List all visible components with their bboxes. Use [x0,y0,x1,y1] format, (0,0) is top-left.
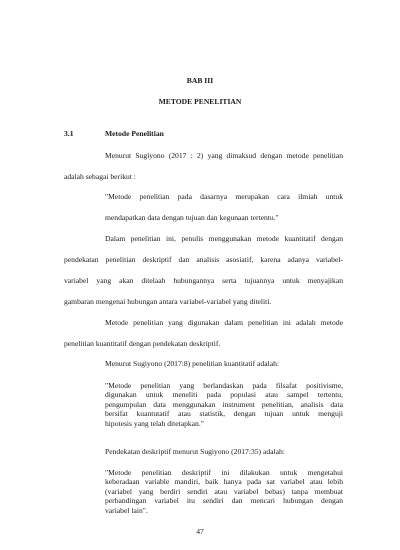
section-number: 3.1 [64,129,74,138]
paragraph-line: penelitian kuantitatif dengan pendekatan deskriptif. [64,339,221,348]
paragraph-line: Pendekatan deskriptif menurut Sugiyono (2017:35) adalah: [105,447,285,456]
quote-line: digunakan untuk meneliti pada populasi atau sampel tertentu, [105,390,343,400]
paragraph-line: Menurut Sugiyono (2017:8) penelitian kuantitatif adalah: [105,359,279,368]
paragraph-line: gambaran mengenai hubungan antara variabel-variabel yang diteliti. [64,297,272,306]
block-quote [105,381,343,428]
paragraph-line: Menurut Sugiyono (2017 : 2) yang dimaksud dengan metode penelitian [105,151,343,160]
quote-line: "Metode penelitian pada dasarnya merupakan cara ilmiah untuk [105,192,343,201]
paragraph-line: adalah sebagai berikut : [64,172,136,181]
paragraph-line: variabel yang akan ditelaah hubungannya serta tujuannya untuk menyajikan [64,276,343,285]
quote-line: bersifat kuantutatif atau statistik, dengan tujuan untuk menguji [105,409,343,419]
quote-line: perbandingan variabel itu sendiri dan mencari hubungan dengan [105,496,343,506]
quote-line: (variabel yang berdiri sendiri atau variabel bebas) tanpa membuat [105,486,343,496]
page-number: 47 [196,527,204,536]
paragraph-line: Metode penelitian yang digunakan dalam penelitian ini adalah metode [105,318,343,327]
block-quote [105,468,343,515]
quote-line: mendapatkan data dengan tujuan dan kegunaan tertentu." [105,213,279,222]
paragraph-line: pendekatan penelitian deskriptif dan analisis asosiatif, karena adanya variabel- [64,255,343,264]
quote-line: hipotesis yang telah ditetapkan." [105,418,204,428]
chapter-number: BAB III [186,76,214,85]
quote-line: pengumpulan data menggunakan instrument penelitian, analisis data [105,399,343,409]
quote-line: "Metode penelitian yang berlandaskan pada filsafat positivisme, [105,381,343,390]
section-title: Metode Penelitian [105,129,164,138]
quote-line: keberadaan variable mandiri, baik hanya pada sat variabel atau lebih [105,477,343,487]
quote-line: variabel lain". [105,505,148,515]
paragraph-line: Dalam penelitian ini, penulis menggunakan metode kuantitatif dengan [105,234,343,243]
chapter-title: METODE PENELITIAN [158,97,242,106]
quote-line: "Metode penelitian deskriptif ini dilakukan untuk mengetahui [105,468,343,477]
